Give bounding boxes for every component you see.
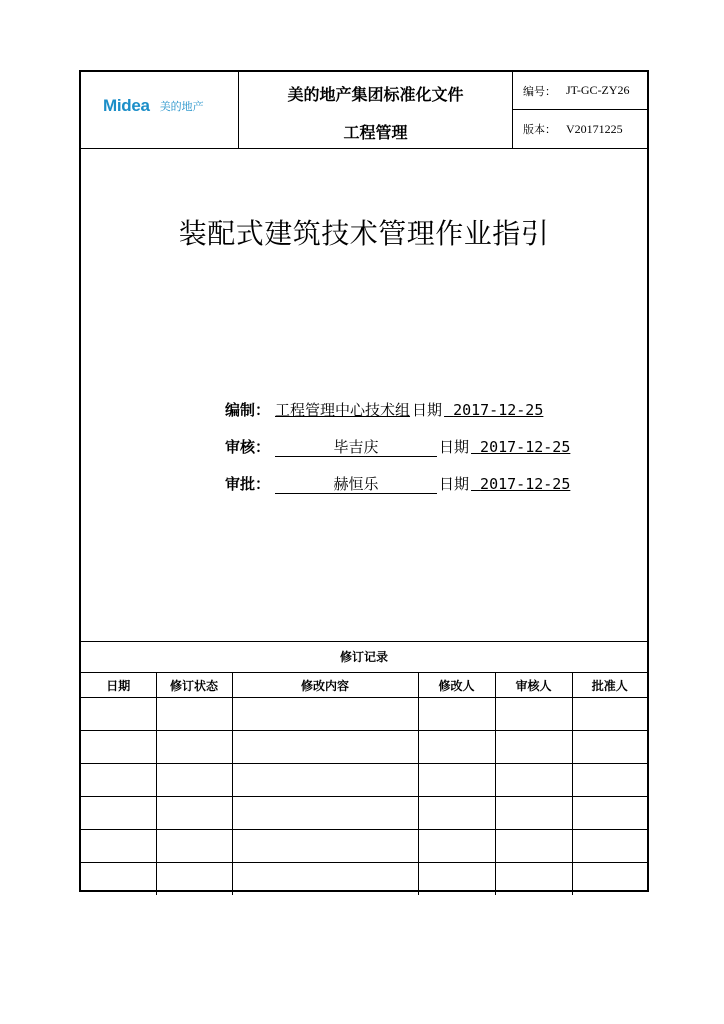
col-modifier: 修改人 (418, 673, 495, 698)
logo-chinese: 美的地产 (159, 100, 204, 113)
logo-cell (81, 72, 239, 148)
table-cell (81, 797, 156, 830)
table-cell (232, 764, 418, 797)
table-cell (572, 764, 647, 797)
table-cell (81, 698, 156, 731)
table-row (81, 764, 647, 797)
table-cell (572, 698, 647, 731)
table-cell (156, 797, 232, 830)
table-cell (495, 830, 572, 863)
signature-label: 审核： (225, 438, 271, 456)
signature-person: 毕吉庆 (275, 439, 437, 457)
table-row (81, 731, 647, 764)
table-cell (81, 764, 156, 797)
table-cell (156, 764, 232, 797)
table-cell (418, 863, 495, 896)
document-title: 装配式建筑技术管理作业指引 (178, 217, 550, 250)
table-cell (495, 764, 572, 797)
col-approver: 批准人 (572, 673, 647, 698)
doc-code-value: JT-GC-ZY26 (566, 83, 630, 97)
table-cell (572, 731, 647, 764)
table-cell (418, 797, 495, 830)
revision-table (81, 673, 647, 895)
doc-version-label: 版本： (523, 123, 556, 136)
table-row (81, 698, 647, 731)
signature-person: 工程管理中心技术组 (275, 401, 411, 419)
table-cell (495, 797, 572, 830)
table-row (81, 797, 647, 830)
document-frame (79, 70, 649, 892)
table-cell (495, 731, 572, 764)
table-cell (81, 863, 156, 896)
col-content: 修改内容 (232, 673, 418, 698)
signature-person: 赫恒乐 (275, 476, 437, 494)
table-cell (418, 698, 495, 731)
table-cell (572, 797, 647, 830)
signature-date: 2017-12-25 (480, 475, 571, 493)
col-date: 日期 (81, 673, 156, 698)
signature-compiler (225, 399, 543, 420)
table-cell (495, 863, 572, 896)
midea-logo (103, 96, 204, 116)
table-cell (156, 731, 232, 764)
table-cell (418, 764, 495, 797)
header-subtitle: 工程管理 (343, 123, 408, 142)
table-row (81, 830, 647, 863)
table-row (81, 863, 647, 896)
signature-label: 编制： (225, 401, 271, 419)
signature-label: 审批： (225, 475, 271, 493)
table-cell (232, 830, 418, 863)
table-cell (232, 698, 418, 731)
signature-reviewer (225, 436, 570, 457)
signature-date-label: 日期 (439, 438, 470, 456)
header-title: 美的地产集团标准化文件 (287, 85, 464, 104)
table-cell (232, 797, 418, 830)
header-meta (513, 72, 647, 148)
table-cell (232, 731, 418, 764)
signature-date: 2017-12-25 (453, 401, 544, 419)
signature-date: 2017-12-25 (480, 438, 571, 456)
col-status: 修订状态 (156, 673, 232, 698)
table-cell (418, 731, 495, 764)
header-title-cell (239, 72, 513, 148)
signature-approver (225, 473, 570, 494)
table-cell (572, 830, 647, 863)
table-cell (156, 863, 232, 896)
revision-title: 修订记录 (81, 642, 647, 673)
table-cell (156, 830, 232, 863)
table-cell (81, 830, 156, 863)
logo-wordmark: Midea (103, 96, 150, 115)
table-cell (495, 698, 572, 731)
document-header (81, 72, 647, 149)
doc-code-row (513, 72, 647, 110)
table-cell (156, 698, 232, 731)
col-reviewer: 审核人 (495, 673, 572, 698)
doc-code-label: 编号： (523, 84, 556, 98)
doc-version-row (513, 110, 647, 148)
revision-record (81, 641, 647, 895)
signature-date-label: 日期 (412, 401, 443, 419)
signature-date-label: 日期 (439, 475, 470, 493)
table-cell (232, 863, 418, 896)
revision-header-row (81, 673, 647, 698)
table-cell (572, 863, 647, 896)
doc-version-value: V20171225 (566, 121, 623, 136)
table-cell (81, 731, 156, 764)
table-cell (418, 830, 495, 863)
